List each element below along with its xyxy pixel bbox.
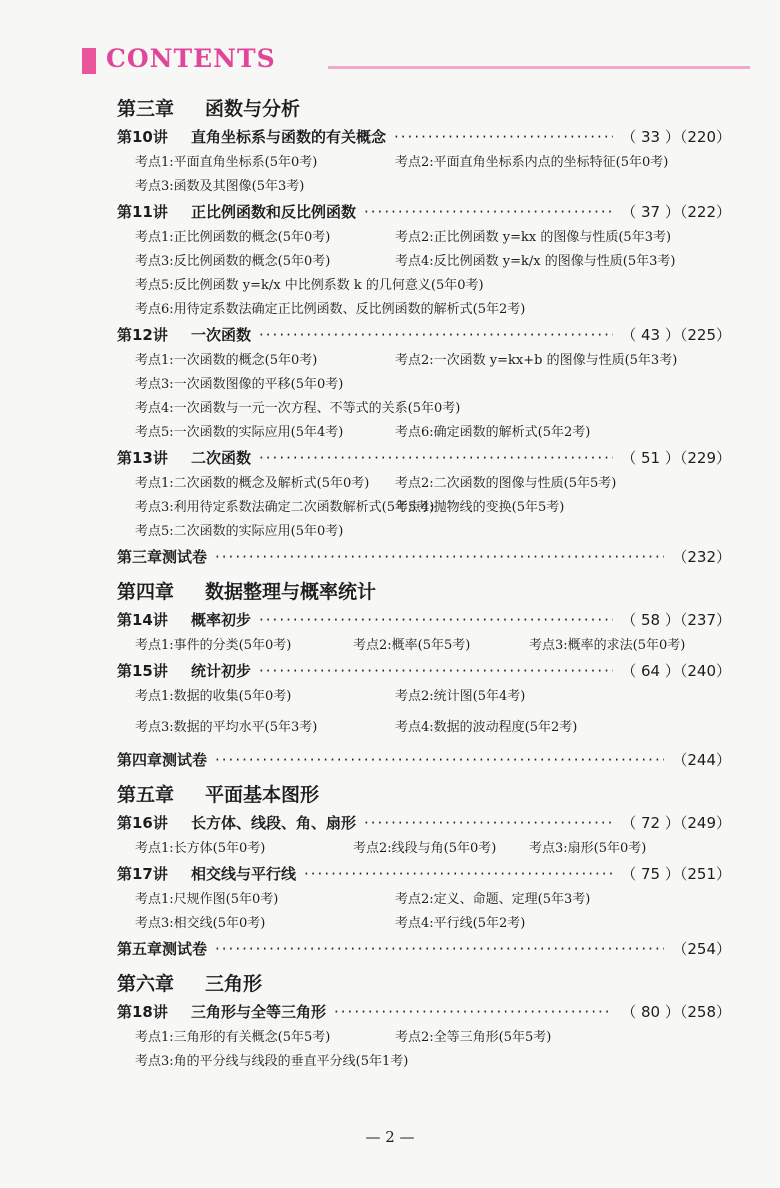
lecture-title: 长方体、线段、角、扇形 <box>191 814 357 832</box>
dot-leader <box>215 936 664 963</box>
point-row <box>135 349 731 373</box>
chapter-title: 平面基本图形 <box>205 784 320 806</box>
exam-point: 考点1:正比例函数的概念(5年0考) <box>135 230 331 245</box>
point-row <box>135 634 731 658</box>
point-row <box>135 373 731 397</box>
dot-leader <box>364 810 613 837</box>
lecture-entry[interactable] <box>117 124 731 151</box>
exam-point: 考点2:平面直角坐标系内点的坐标特征(5年0考) <box>395 155 669 170</box>
contents-header <box>82 42 750 78</box>
point-row <box>135 912 731 936</box>
exam-point: 考点3:角的平分线与线段的垂直平分线(5年1考) <box>135 1054 409 1069</box>
point-row <box>135 274 731 298</box>
dot-leader <box>259 445 613 472</box>
exam-point: 考点2:二次函数的图像与性质(5年5考) <box>395 476 617 491</box>
exam-points <box>117 226 731 322</box>
lecture-number: 第17讲 <box>117 865 168 883</box>
chapter-heading[interactable] <box>117 94 731 124</box>
chapter-title: 三角形 <box>205 973 263 995</box>
page-ref: （244） <box>672 751 731 769</box>
chapter-title: 数据整理与概率统计 <box>205 581 377 603</box>
lecture-title: 直角坐标系与函数的有关概念 <box>191 128 387 146</box>
dot-leader <box>259 658 613 685</box>
point-row <box>135 1050 731 1074</box>
dot-leader <box>215 544 664 571</box>
table-of-contents <box>117 88 731 1074</box>
page-ref: （ 33 ）（220） <box>621 128 731 146</box>
exam-points <box>117 349 731 445</box>
lecture-number: 第10讲 <box>117 128 168 146</box>
lecture-entry[interactable] <box>117 445 731 472</box>
point-row <box>135 837 731 861</box>
exam-point: 考点2:概率(5年5考) <box>353 638 471 653</box>
exam-point: 考点3:利用待定系数法确定二次函数解析式(5年5考) <box>135 500 435 515</box>
lecture-entry[interactable] <box>117 999 731 1026</box>
exam-point: 考点1:长方体(5年0考) <box>135 841 266 856</box>
point-row <box>135 685 731 709</box>
exam-point: 考点1:数据的收集(5年0考) <box>135 689 292 704</box>
lecture-title: 相交线与平行线 <box>191 865 297 883</box>
lecture-title: 二次函数 <box>191 449 252 467</box>
dot-leader <box>259 322 613 349</box>
page-ref: （232） <box>672 548 731 566</box>
page-ref: （254） <box>672 940 731 958</box>
exam-point: 考点5:反比例函数 y=k/x 中比例系数 k 的几何意义(5年0考) <box>135 278 484 293</box>
point-row <box>135 421 731 445</box>
page-ref: （ 43 ）（225） <box>621 326 731 344</box>
chapter-number: 第四章 <box>117 581 175 603</box>
exam-points <box>117 837 731 861</box>
exam-point: 考点1:一次函数的概念(5年0考) <box>135 353 318 368</box>
chapter-test-entry[interactable] <box>117 936 731 963</box>
page-ref: （ 58 ）（237） <box>621 611 731 629</box>
dot-leader <box>334 999 613 1026</box>
chapter-title: 函数与分析 <box>205 98 301 120</box>
exam-point: 考点4:抛物线的变换(5年5考) <box>395 500 565 515</box>
exam-point: 考点2:定义、命题、定理(5年3考) <box>395 892 591 907</box>
point-row <box>135 709 731 747</box>
exam-points <box>117 472 731 544</box>
exam-point: 考点3:扇形(5年0考) <box>529 841 647 856</box>
lecture-number: 第13讲 <box>117 449 168 467</box>
exam-point: 考点3:反比例函数的概念(5年0考) <box>135 254 331 269</box>
test-title: 第四章测试卷 <box>117 751 208 769</box>
lecture-title: 统计初步 <box>191 662 252 680</box>
chapter-number: 第六章 <box>117 973 175 995</box>
exam-point: 考点3:数据的平均水平(5年3考) <box>135 720 318 735</box>
exam-point: 考点2:正比例函数 y=kx 的图像与性质(5年3考) <box>395 230 672 245</box>
test-title: 第五章测试卷 <box>117 940 208 958</box>
exam-point: 考点3:一次函数图像的平移(5年0考) <box>135 377 344 392</box>
point-row <box>135 397 731 421</box>
exam-points <box>117 1026 731 1074</box>
exam-point: 考点6:确定函数的解析式(5年2考) <box>395 425 591 440</box>
lecture-title: 三角形与全等三角形 <box>191 1003 327 1021</box>
dot-leader <box>394 124 613 151</box>
lecture-title: 一次函数 <box>191 326 252 344</box>
chapter-heading[interactable] <box>117 577 731 607</box>
contents-title: CONTENTS <box>106 44 276 73</box>
lecture-entry[interactable] <box>117 322 731 349</box>
page-ref: （ 75 ）（251） <box>621 865 731 883</box>
exam-point: 考点4:反比例函数 y=k/x 的图像与性质(5年3考) <box>395 254 676 269</box>
test-title: 第三章测试卷 <box>117 548 208 566</box>
exam-points <box>117 888 731 936</box>
chapter-heading[interactable] <box>117 780 731 810</box>
exam-points <box>117 634 731 658</box>
page-ref: （ 72 ）（249） <box>621 814 731 832</box>
lecture-number: 第18讲 <box>117 1003 168 1021</box>
page-ref: （ 51 ）（229） <box>621 449 731 467</box>
page-ref: （ 37 ）（222） <box>621 203 731 221</box>
point-row <box>135 151 731 175</box>
exam-points <box>117 685 731 747</box>
point-row <box>135 520 731 544</box>
lecture-number: 第12讲 <box>117 326 168 344</box>
point-row <box>135 175 731 199</box>
header-rule <box>328 66 750 69</box>
page-ref: （ 64 ）（240） <box>621 662 731 680</box>
point-row <box>135 472 731 496</box>
exam-point: 考点4:一次函数与一元一次方程、不等式的关系(5年0考) <box>135 401 461 416</box>
exam-point: 考点4:数据的波动程度(5年2考) <box>395 720 578 735</box>
page-ref: （ 80 ）（258） <box>621 1003 731 1021</box>
lecture-entry[interactable] <box>117 658 731 685</box>
exam-point: 考点1:平面直角坐标系(5年0考) <box>135 155 318 170</box>
exam-point: 考点6:用待定系数法确定正比例函数、反比例函数的解析式(5年2考) <box>135 302 526 317</box>
exam-point: 考点3:相交线(5年0考) <box>135 916 266 931</box>
exam-point: 考点2:全等三角形(5年5考) <box>395 1030 552 1045</box>
point-row <box>135 226 731 250</box>
point-row <box>135 250 731 274</box>
exam-point: 考点2:统计图(5年4考) <box>395 689 526 704</box>
exam-points <box>117 151 731 199</box>
chapter-test-entry[interactable] <box>117 747 731 774</box>
header-accent-block <box>82 48 96 74</box>
lecture-entry[interactable] <box>117 199 731 226</box>
chapter-number: 第五章 <box>117 784 175 806</box>
dot-leader <box>304 861 613 888</box>
exam-point: 考点5:一次函数的实际应用(5年4考) <box>135 425 344 440</box>
lecture-number: 第15讲 <box>117 662 168 680</box>
point-row <box>135 496 731 520</box>
exam-point: 考点5:二次函数的实际应用(5年0考) <box>135 524 344 539</box>
chapter-test-entry[interactable] <box>117 544 731 571</box>
chapter-heading[interactable] <box>117 969 731 999</box>
page-number: — 2 — <box>365 1128 415 1146</box>
lecture-number: 第16讲 <box>117 814 168 832</box>
exam-point: 考点1:三角形的有关概念(5年5考) <box>135 1030 331 1045</box>
exam-point: 考点3:函数及其图像(5年3考) <box>135 179 305 194</box>
lecture-title: 正比例函数和反比例函数 <box>191 203 357 221</box>
lecture-entry[interactable] <box>117 810 731 837</box>
dot-leader <box>364 199 613 226</box>
point-row <box>135 1026 731 1050</box>
lecture-entry[interactable] <box>117 607 731 634</box>
lecture-number: 第11讲 <box>117 203 168 221</box>
exam-point: 考点2:线段与角(5年0考) <box>353 841 497 856</box>
point-row <box>135 888 731 912</box>
exam-point: 考点4:平行线(5年2考) <box>395 916 526 931</box>
lecture-title: 概率初步 <box>191 611 252 629</box>
lecture-number: 第14讲 <box>117 611 168 629</box>
exam-point: 考点3:概率的求法(5年0考) <box>529 638 686 653</box>
point-row <box>135 298 731 322</box>
exam-point: 考点1:尺规作图(5年0考) <box>135 892 279 907</box>
exam-point: 考点1:事件的分类(5年0考) <box>135 638 292 653</box>
exam-point: 考点1:二次函数的概念及解析式(5年0考) <box>135 476 370 491</box>
lecture-entry[interactable] <box>117 861 731 888</box>
exam-point: 考点2:一次函数 y=kx+b 的图像与性质(5年3考) <box>395 353 678 368</box>
dot-leader <box>215 747 664 774</box>
chapter-number: 第三章 <box>117 98 175 120</box>
dot-leader <box>259 607 613 634</box>
